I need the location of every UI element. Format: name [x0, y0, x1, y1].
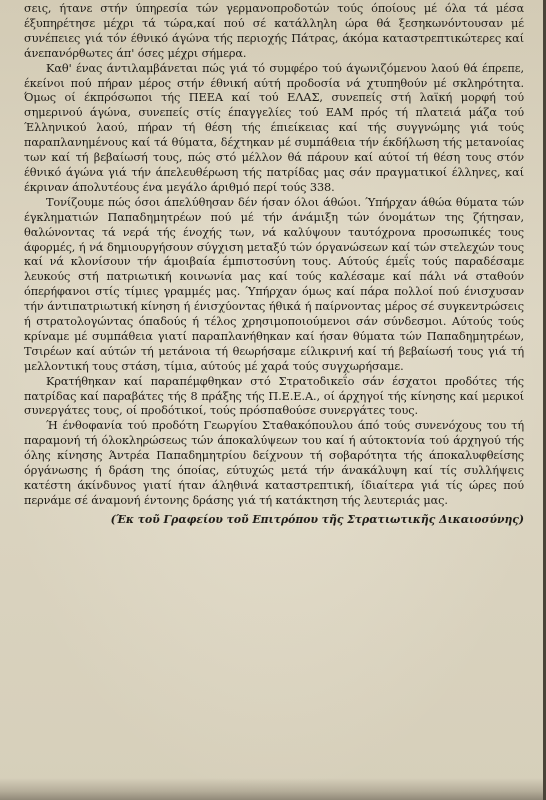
paper-bottom-shadow — [0, 778, 543, 800]
article-column — [24, 2, 524, 528]
article-paragraph-1: σεις, ήτανε στήν ύπηρεσία τών γερμανοπροδοτών τούς όποίους μέ όλα τά μέσα έξυπηρέτησε μέχρι τά τώρα,καί πού σέ κατάλληλη ώρα θά ξεσηκωνόντουσαν μέ συνέπειες γιά τόν έθνικό άγώνα τής περιοχής Πάτρας, άκόμα καταστρεπτικώτερες καί άνεπανόρθωτες άπ' όσες μέχρι σήμερα. — [24, 2, 524, 60]
article-paragraph-2: Καθ' ένας άντιλαμβάνεται πώς γιά τό συμφέρο τού άγωνιζόμενου λαού θά έπρεπε, έκείνοι πού πήραν μέρος στήν έθνική αύτή προδοσία νά χτυπηθούν μέ σκληρότητα. Όμως οί έκπρόσωποι τής ΠΕΕΑ καί τού ΕΛΑΣ, συνεπείς στή λαϊκή μορφή τού σημερινού άγώνα, συνεπείς στίς έπαγγελίες τού ΕΑΜ πρός τή πλατειά μάζα τού Έλληνικού λαού, πήραν τή θέση τής έπιείκειας καί τής συγγνώμης γιά τούς παραπλανημένους καί τά θύματα, δέχτηκαν μέ συμπάθεια τήν έκδήλωση τής μετανοίας των καί τή βεβαίωσή τους, πώς στό μέλλον θά πάρουν καί αύτοί τή θέση τους στόν έθνικό άγώνα γιά τήν άπελευθέρωση τής πατρίδας μας σάν πραγματικοί έλληνες, καί έκριναν άπολυτέους ένα μεγάλο άριθμό περί τούς 338. — [24, 61, 524, 194]
article-source-line: (Έκ τοῦ Γραφείου τοῦ Επιτρόπου τῆς Στρατιωτικῆς Δικαιοσύνης) — [110, 512, 524, 526]
article-paragraph-5: Ή ένθοφανία τού προδότη Γεωργίου Σταθακόπουλου άπό τούς συνενόχους του τή παραμονή τή όλοκληρώσεως τών άποκαλύψεων του καί ή αύτοκτονία τού άρχηγού τής όλης κίνησης Άντρέα Παπαδημητρίου δείχνουν τή σοβαρότητα τής άποκαλυφθείσης όργάνωσης ή δράση της όποίας, εύτυχώς μετά τήν άνακάλυψη καί τίς συλλήψεις κατέστη άκίνδυνος γιατί ήταν άληθινά καταστρεπτική, ίδιαίτερα γιά τίς ώρες πού περνάμε σέ άναμονή έντονης δράσης γιά τή κατάκτηση τής λευτεριάς μας. — [24, 419, 524, 507]
article-paragraph-4: Κρατήθηκαν καί παραπέμφθηκαν στό Στρατοδικεΐο σάν έσχατοι προδότες τής πατρίδας καί παραβάτες τής 8 πράξης τής Π.Ε.Ε.Α., οί άρχηγοί τής κίνησης καί μερικοί συνεργάτες τους, οί προδότικοί, τούς πρόσπαθούσε συνεργάτες τους. — [24, 374, 524, 418]
article-paragraph-3: Τονίζουμε πώς όσοι άπελύθησαν δέν ήσαν όλοι άθώοι. Ύπήρχαν άθώα θύματα τών έγκληματιών Παπαδημητρέων πού μέ τήν άνάμιξη τών όνομάτων της ζήτησαν, θαλώνοντας τά νερά τής ένοχής των, νά καλύψουν ταυτόχρονα προσωπικές τους άφορμές, ή νά δημιουργήσουν σύγχιση μεταξύ τών όργανώσεων καί τών στελεχών τους καί νά κλονίσουν τήν άμοιβαία έμπιστοσύνη τους. Αύτούς έμεΐς τούς παραδέσαμε λευκούς στή πατριωτική κοινωνία μας καί τούς καλέσαμε καί πάλι νά σταθούν όπερήφανοι στίς τίμιες γραμμές μας. Ύπήρχαν όμως καί πάρα πολλοί πού ένισχυσαν τήν άντιπατριωτική κίνηση ή ένισχύοντας ήθικά ή παίρνοντας μέρος σέ συγκεντρώσεις ή στρατολογώντας όπαδούς ή τέλος χρησιμοποιούμενοι σάν σύνδεσμοι. Αύτούς τούς κρίναμε μέ συμπάθεια γιατί παραπλανήθηκαν καί ήσαν θύματα τών Παπαδημητρέων, Τσιρέων καί αύτών τή μετάνοια τή θεωρήσαμε είλικρινή καί τή βεβαίωσή τους γιά τή μελλοντική τους στάση, τίμια, αύτούς μέ χαρά τούς συγχωρήσαμε. — [24, 195, 524, 373]
